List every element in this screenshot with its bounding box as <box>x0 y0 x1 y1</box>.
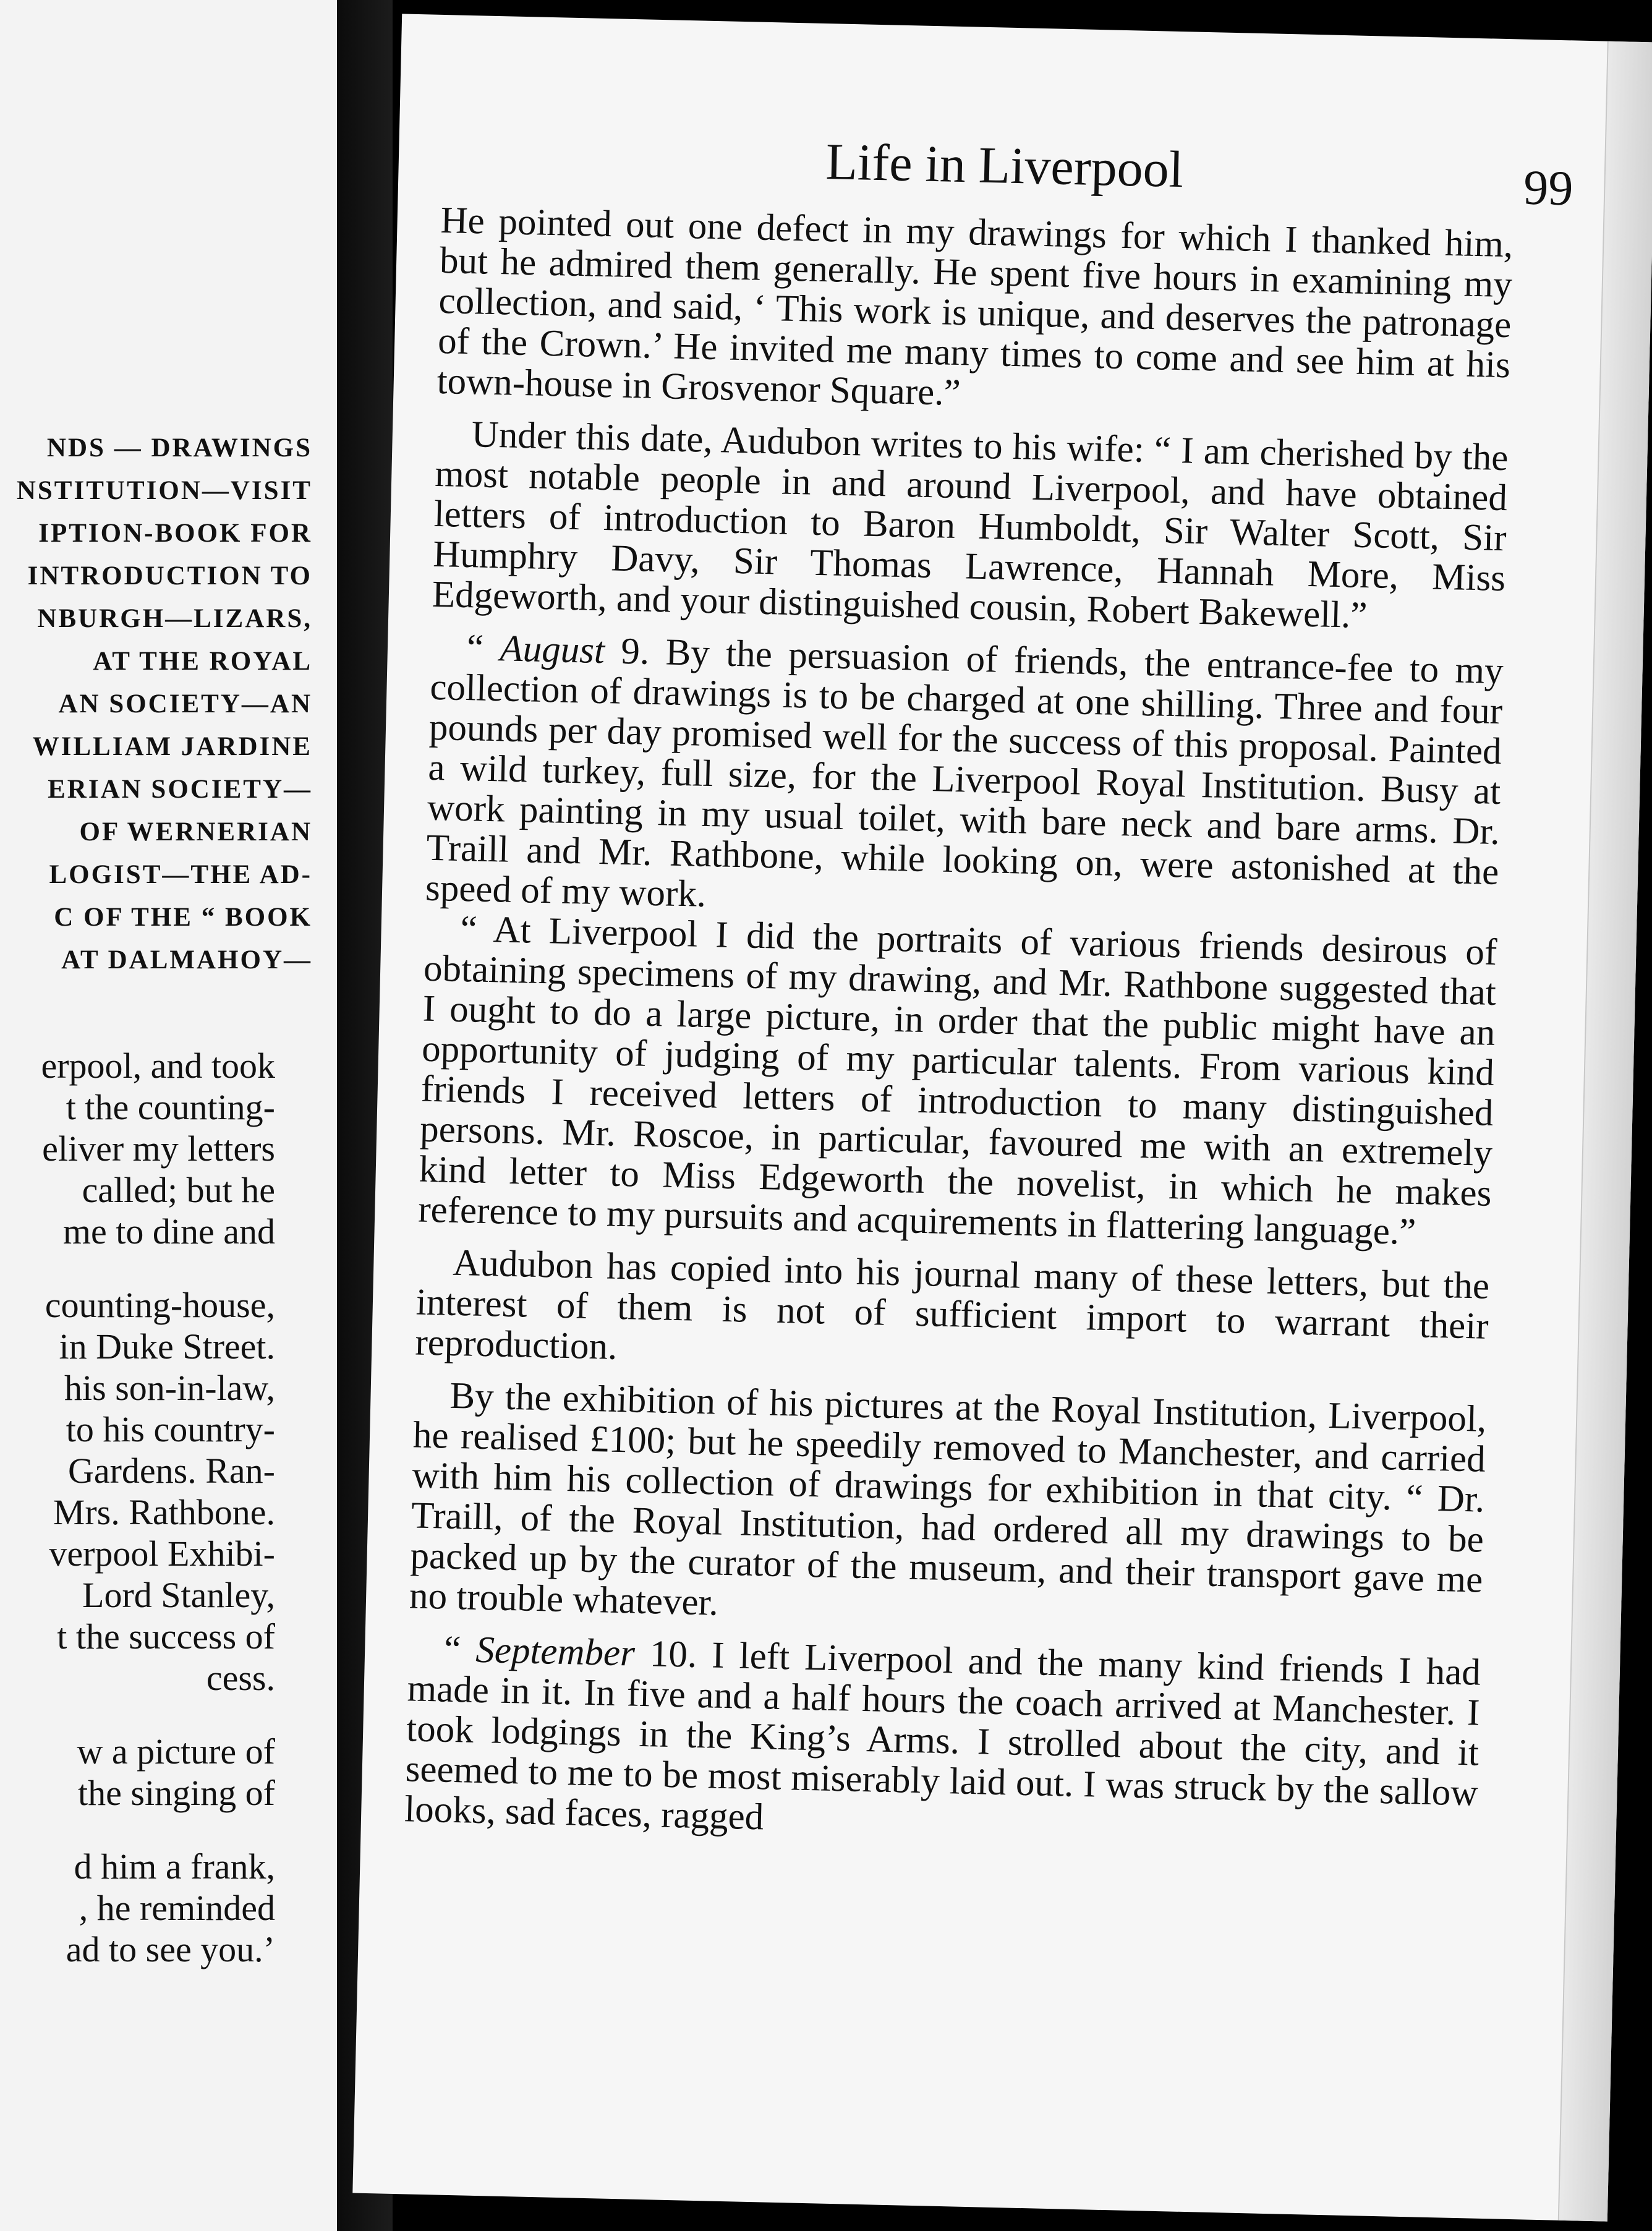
summary-line: NDS — DRAWINGS <box>46 433 312 463</box>
journal-date: September <box>475 1629 636 1674</box>
text-line: t the success of <box>57 1616 275 1657</box>
book-page <box>352 14 1652 2221</box>
paragraph: Audubon has copied into his journal many of these letters, but the interest of them is not of sufficient import to warrant their reproduction. <box>414 1242 1490 1368</box>
text-line: in Duke Street. <box>59 1326 275 1367</box>
summary-line: AT DALMAHOY— <box>61 945 312 975</box>
summary-line: AN SOCIETY—AN <box>58 689 312 719</box>
text-line: w a picture of <box>77 1731 275 1772</box>
paragraph <box>404 1628 1481 1853</box>
paragraph: By the exhibition of his pictures at the Royal Institution, Liverpool, he realised £100; but he speedily removed to Manchester, and carried with him his collection of drawings for exhibition in that city. “ Dr. Traill, of the Royal Institution, had ordered all my drawings to be packed up by the curator of the museum, and their transport gave me no trouble whatever. <box>409 1375 1487 1624</box>
text-line: Lord Stanley, <box>82 1575 275 1615</box>
summary-line: INTRODUCTION TO <box>27 561 312 591</box>
page-edge <box>1558 41 1652 2222</box>
paragraph-text: 10. I left Liverpool and the many kind friends I had made in it. In five and a half hours the coach arrived at Manchester. I took lodgings in the King’s Arms. I strolled about the city, and it seemed to me to be most miserably laid out. I was struck by the sallow looks, sad faces, ragged <box>404 1632 1481 1838</box>
text-line: his son-in-law, <box>64 1368 275 1408</box>
paragraph-gap <box>0 1814 275 1846</box>
chapter-summary <box>0 427 312 981</box>
summary-line: NBURGH—LIZARS, <box>37 604 312 633</box>
summary-line: LOGIST—THE AD- <box>49 860 312 889</box>
text-line: the singing of <box>78 1773 275 1813</box>
summary-line: OF WERNERIAN <box>79 817 312 847</box>
text-line: called; but he <box>82 1170 275 1210</box>
summary-line: C OF THE “ BOOK <box>54 903 312 932</box>
text-line: ad to see you.’ <box>66 1929 275 1969</box>
summary-line: WILLIAM JARDINE <box>32 732 312 761</box>
text-line: , he reminded <box>79 1888 275 1928</box>
page-text <box>404 200 1514 1866</box>
page-number: 99 <box>1523 160 1574 216</box>
running-title: Life in Liverpool <box>825 133 1185 199</box>
paragraph <box>425 627 1504 932</box>
text-line: verpool Exhibi- <box>49 1534 275 1574</box>
previous-page-text <box>0 1045 275 1970</box>
text-line: counting-house, <box>45 1285 275 1325</box>
text-line: t the counting- <box>66 1087 275 1127</box>
open-quote: “ <box>466 627 501 670</box>
paragraph-gap <box>0 1699 275 1731</box>
journal-date: August <box>499 628 605 672</box>
summary-line: ERIAN SOCIETY— <box>48 775 312 804</box>
paragraph: Under this date, Audubon writes to his wife: “ I am cherished by the most notable people in and around Liverpool, and have obtained letters of introduction to Baron Humboldt, Sir Walter Scott, Sir Humphry Davy, Sir Thomas Lawrence, Hannah More, Miss Edgeworth, and your distinguished cousin, Robert Bakewell.” <box>432 414 1509 637</box>
open-quote: “ <box>443 1628 477 1671</box>
text-line: cess. <box>206 1658 275 1698</box>
text-line: Mrs. Rathbone. <box>53 1492 275 1532</box>
paragraph: “ At Liverpool I did the portraits of various friends desirous of obtaining specimens of my drawing, and Mr. Rathbone suggested that I ought to do a large picture, in order that the public might have an opportunity of judging of my particular talents. From various kind friends I received letters of introduction to many distinguished persons. Mr. Roscoe, in particular, favoured me with an extremely kind letter to Miss Edgeworth the novelist, in which he makes reference to my pursuits and acquirements in flattering language.” <box>417 908 1498 1253</box>
summary-line: AT THE ROYAL <box>93 647 312 676</box>
paragraph: He pointed out one defect in my drawings for which I thanked him, but he admired them generally. He spent five hours in examining my collection, and said, ‘ This work is unique, and deserves the patronage of the Crown.’ He invited me many times to come and see him at his town-house in Grosvenor Square.” <box>436 199 1514 414</box>
text-line: to his country- <box>66 1409 275 1449</box>
paragraph-gap <box>0 1252 275 1284</box>
summary-line: NSTITUTION—VISIT <box>16 476 312 505</box>
previous-page <box>0 0 337 2231</box>
paragraph-text: 9. By the persuasion of friends, the entrance-fee to my collection of drawings is to be charged at one shilling. Three and four pounds per day promised well for the success of this proposal. Painted a wild turkey, full size, for the Liverpool Royal Institution. Busy at work painting in my usual toilet, with bare neck and bare arms. Dr. Traill and Mr. Rathbone, while looking on, were astonished at the speed of my work. <box>425 630 1504 915</box>
text-line: eliver my letters <box>42 1128 275 1169</box>
summary-line: IPTION-BOOK FOR <box>38 519 312 548</box>
text-line: erpool, and took <box>41 1046 275 1086</box>
text-line: me to dine and <box>62 1211 275 1252</box>
text-line: Gardens. Ran- <box>67 1451 275 1491</box>
text-line: d him a frank, <box>74 1846 275 1887</box>
